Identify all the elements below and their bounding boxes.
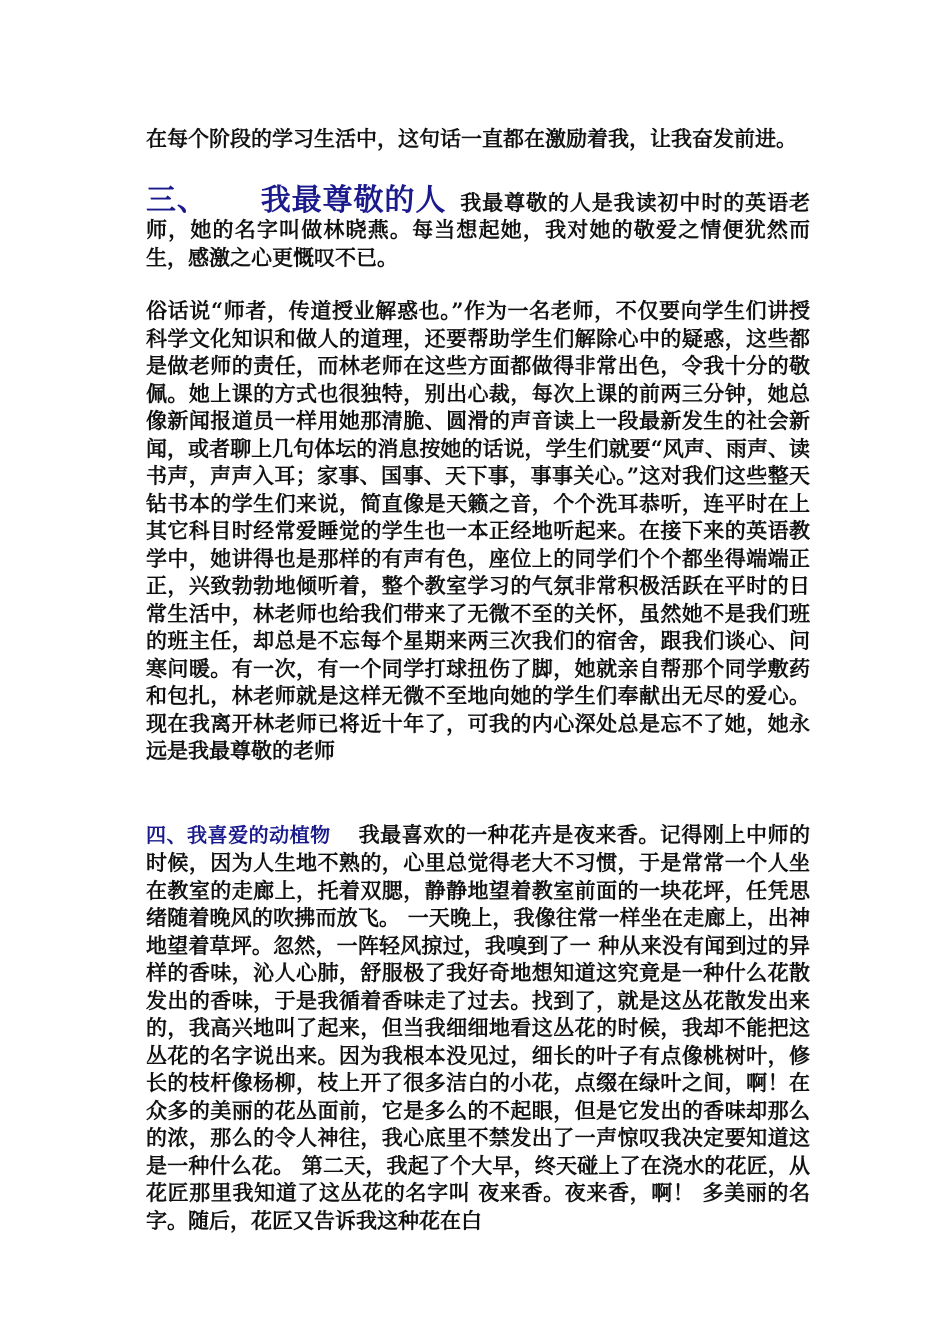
document-page: [146, 125, 810, 1234]
section-4-paragraph: [146, 821, 810, 1235]
section-3-body-paragraph: 俗话说“师者，传道授业解惑也。”作为一名老师，不仅要向学生们讲授科学文化知识和做人的道理，还要帮助学生们解除心中的疑惑，这些都是做老师的责任，而林老师在这些方面都做得非常出色，令我十分的敬佩。她上课的方式也很独特，别出心裁，每次上课的前两三分钟，她总像新闻报道员一样用她那清脆、圆滑的声音读上一段最新发生的社会新闻，或者聊上几句体坛的消息按她的话说，学生们就要“风声、雨声、读书声，声声入耳；家事、国事、天下事，事事关心。”这对我们这些整天钻书本的学生们来说，简直像是天籁之音，个个洗耳恭听，连平时在上其它科目时经常爱睡觉的学生也一本正经地听起来。在接下来的英语教学中，她讲得也是那样的有声有色，座位上的同学们个个都坐得端端正正，兴致勃勃地倾听着，整个教室学习的气氛非常积极活跃在平时的日常生活中，林老师也给我们带来了无微不至的关怀，虽然她不是我们班的班主任，却总是不忘每个星期来两三次我们的宿舍，跟我们谈心、问寒问暖。有一次，有一个同学打球扭伤了脚，她就亲自帮那个同学敷药和包扎，林老师就是这样无微不至地向她的学生们奉献出无尽的爱心。现在我离开林老师已将近十年了，可我的内心深处总是忘不了她，她永远是我最尊敬的老师: [146, 298, 810, 763]
section-4-body-text: 我最喜欢的一种花卉是夜来香。记得刚上中师的时候，因为人生地不熟的，心里总觉得老大不习惯，于是常常一个人坐在教室的走廊上，托着双腮，静静地望着教室前面的一块花坪，任凭思绪随着晚风的吹拂而放飞。 一天晚上，我像往常一样坐在走廊上，出神地望着草坪。忽然，一阵轻风掠过，我嗅到了一 种从来没有闻到过的异样的香味，沁人心肺，舒服极了我好奇地想知道这究竟是一种什么花散发出的香味，于是我循着香味走了过去。找到了，就是这丛花散发出来的，我高兴地叫了起来，但当我细细地看这丛花的时候，我却不能把这丛花的名字说出来。因为我根本没见过，细长的叶子有点像桃树叶，修长的枝杆像杨柳，枝上开了很多洁白的小花，点缀在绿叶之间，啊！在众多的美丽的花丛面前，它是多么的不起眼，但是它发出的香味却那么的浓，那么的令人神往，我心底里不禁发出了一声惊叹我决定要知道这是一种什么花。 第二天，我起了个大早，终天碰上了在浇水的花匠，从花匠那里我知道了这丛花的名字叫 夜来香。夜来香，啊！ 多美丽的名字。随后，花匠又告诉我这种花在白: [146, 821, 810, 1233]
section-3-lead-paragraph: [146, 182, 811, 272]
intro-paragraph: 在每个阶段的学习生活中，这句话一直都在激励着我，让我奋发前进。: [146, 126, 797, 151]
section-4-heading: 四、我喜爱的动植物: [146, 822, 331, 847]
section-3-lead-text: 我最尊敬的人是我读初中时的英语老师，她的名字叫做林晓燕。每当想起她，我对她的敬爱之情便犹然而生，感激之心更慨叹不已。: [146, 189, 811, 270]
section-3-title: 我最尊敬的人: [259, 182, 447, 218]
section-3-number: 三、: [146, 182, 208, 218]
